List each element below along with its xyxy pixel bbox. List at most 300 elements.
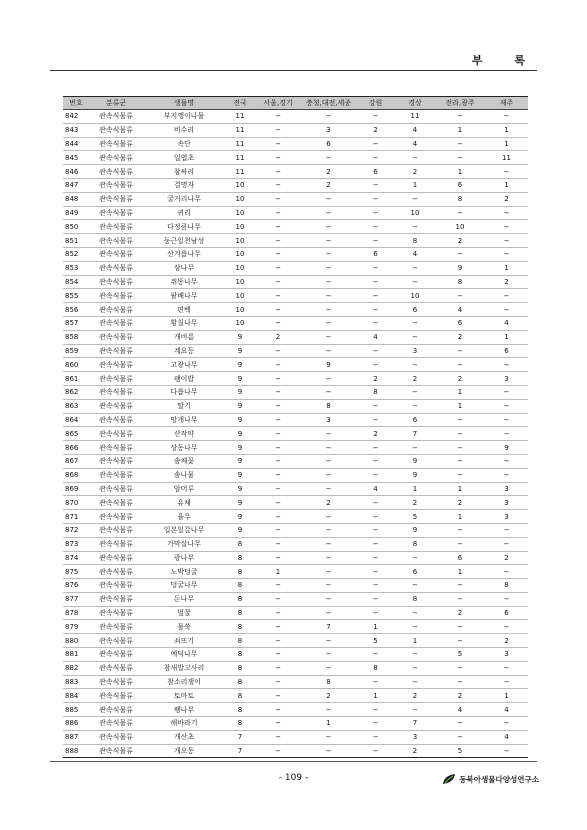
table-cell: − [255, 316, 301, 330]
table-cell: 9 [435, 261, 485, 275]
table-cell: 3 [485, 372, 528, 386]
table-cell: 843 [63, 123, 89, 137]
table-cell: 팽나무 [143, 703, 225, 717]
table-cell: − [255, 413, 301, 427]
table-cell: − [255, 358, 301, 372]
table-cell: 3 [395, 730, 435, 744]
table-cell: 877 [63, 592, 89, 606]
table-cell: 1 [485, 123, 528, 137]
table-cell: 11 [395, 110, 435, 124]
table-cell: 관속식물류 [89, 206, 143, 220]
table-cell: 고광나무 [143, 358, 225, 372]
table-cell: 관속식물류 [89, 689, 143, 703]
table-cell: 관속식물류 [89, 413, 143, 427]
table-cell: − [301, 247, 356, 261]
table-cell: 관속식물류 [89, 648, 143, 662]
table-cell: − [435, 151, 485, 165]
table-cell: − [255, 606, 301, 620]
table-cell: 842 [63, 110, 89, 124]
table-cell: 관속식물류 [89, 399, 143, 413]
table-cell: 관속식물류 [89, 606, 143, 620]
table-cell: − [435, 717, 485, 731]
table-cell: 853 [63, 261, 89, 275]
table-cell: 4 [435, 703, 485, 717]
table-cell: 율무 [143, 510, 225, 524]
table-cell: 멀꿀 [143, 606, 225, 620]
table-cell: 광나무 [143, 551, 225, 565]
table-cell: − [356, 606, 395, 620]
table-cell: 속단 [143, 137, 225, 151]
table-row [63, 344, 528, 358]
table-cell: − [356, 730, 395, 744]
table-cell: 852 [63, 247, 89, 261]
table-cell: 산겨릅나무 [143, 247, 225, 261]
table-cell: 3 [395, 344, 435, 358]
table-cell: 1 [485, 137, 528, 151]
table-cell: 암머루 [143, 482, 225, 496]
table-cell: 상동나무 [143, 441, 225, 455]
table-cell: 885 [63, 703, 89, 717]
table-cell: 1 [435, 385, 485, 399]
table-cell: 관속식물류 [89, 482, 143, 496]
table-cell: 편백 [143, 303, 225, 317]
table-cell: 9 [225, 413, 255, 427]
table-cell: 관속식물류 [89, 192, 143, 206]
table-cell: 858 [63, 330, 89, 344]
table-cell: 물쑥 [143, 620, 225, 634]
table-cell: 2 [356, 123, 395, 137]
table-cell: 10 [395, 289, 435, 303]
table-row [63, 634, 528, 648]
table-cell: 1 [435, 482, 485, 496]
table-cell: 8 [225, 703, 255, 717]
table-cell: − [485, 565, 528, 579]
table-row [63, 192, 528, 206]
table-cell: 관속식물류 [89, 427, 143, 441]
table-cell: 862 [63, 385, 89, 399]
table-cell: 8 [356, 385, 395, 399]
table-cell: 2 [301, 496, 356, 510]
table-cell: 1 [485, 330, 528, 344]
table-cell: 9 [225, 372, 255, 386]
table-cell: 관속식물류 [89, 151, 143, 165]
table-cell: 882 [63, 661, 89, 675]
table-cell: 관속식물류 [89, 165, 143, 179]
table-cell: − [255, 427, 301, 441]
table-cell: − [255, 123, 301, 137]
table-cell: 1 [356, 620, 395, 634]
table-cell: 6 [435, 316, 485, 330]
table-cell: − [435, 620, 485, 634]
table-cell: 일본잎갈나무 [143, 523, 225, 537]
table-cell: − [435, 137, 485, 151]
table-cell: 계요등 [143, 344, 225, 358]
column-header: 번호 [63, 97, 89, 110]
table-cell: 관속식물류 [89, 385, 143, 399]
species-distribution-table [63, 96, 528, 758]
table-cell: − [395, 261, 435, 275]
leaf-icon [442, 773, 456, 785]
table-cell: − [255, 454, 301, 468]
table-cell: − [356, 496, 395, 510]
table-cell: − [301, 441, 356, 455]
table-cell: − [255, 261, 301, 275]
table-cell: 1 [301, 717, 356, 731]
table-cell: 1 [485, 178, 528, 192]
table-cell: 2 [485, 275, 528, 289]
table-cell: − [255, 551, 301, 565]
table-cell: − [485, 620, 528, 634]
table-cell: 878 [63, 606, 89, 620]
table-cell: − [356, 537, 395, 551]
table-cell: 9 [395, 454, 435, 468]
table-cell: 2 [301, 165, 356, 179]
table-cell: 관속식물류 [89, 441, 143, 455]
table-cell: − [485, 234, 528, 248]
table-row [63, 510, 528, 524]
table-cell: − [395, 551, 435, 565]
table-cell: 8 [225, 606, 255, 620]
table-cell: 9 [225, 510, 255, 524]
table-cell: − [301, 565, 356, 579]
table-cell: 2 [395, 744, 435, 758]
table-cell: 3 [485, 648, 528, 662]
table-cell: 5 [356, 634, 395, 648]
table-cell: − [485, 717, 528, 731]
table-cell: 1 [395, 482, 435, 496]
table-cell: − [356, 579, 395, 593]
table-cell: 다릅나무 [143, 385, 225, 399]
table-row [63, 523, 528, 537]
table-cell: 884 [63, 689, 89, 703]
table-cell: − [435, 441, 485, 455]
table-cell: − [301, 482, 356, 496]
table-cell: 관속식물류 [89, 247, 143, 261]
table-cell: 10 [225, 247, 255, 261]
table-cell: − [301, 110, 356, 124]
table-cell: 8 [301, 675, 356, 689]
table-cell: 부지깽이나물 [143, 110, 225, 124]
table-cell: − [255, 730, 301, 744]
table-cell: 10 [225, 178, 255, 192]
table-cell: − [301, 220, 356, 234]
table-cell: − [301, 703, 356, 717]
table-cell: 노박덩굴 [143, 565, 225, 579]
table-cell: 9 [395, 468, 435, 482]
table-cell: 6 [356, 165, 395, 179]
column-header: 충청,대전,세종 [301, 97, 356, 110]
table-cell: − [485, 165, 528, 179]
table-cell: − [356, 275, 395, 289]
table-cell: 1 [485, 261, 528, 275]
table-cell: − [356, 358, 395, 372]
table-cell: − [255, 441, 301, 455]
table-cell: − [435, 675, 485, 689]
table-cell: − [255, 648, 301, 662]
table-cell: − [301, 579, 356, 593]
table-cell: − [301, 661, 356, 675]
table-row [63, 482, 528, 496]
table-cell: 2 [395, 689, 435, 703]
table-cell: 9 [225, 385, 255, 399]
table-cell: − [435, 730, 485, 744]
table-cell: − [356, 220, 395, 234]
column-header: 제주 [485, 97, 528, 110]
table-cell: 관속식물류 [89, 303, 143, 317]
table-cell: − [356, 648, 395, 662]
table-row [63, 454, 528, 468]
table-row [63, 730, 528, 744]
table-cell: 8 [225, 620, 255, 634]
table-cell: 10 [225, 316, 255, 330]
table-cell: 10 [225, 234, 255, 248]
table-cell: 2 [435, 330, 485, 344]
table-cell: 둥근잎천남성 [143, 234, 225, 248]
table-cell: − [255, 275, 301, 289]
table-cell: 관속식물류 [89, 537, 143, 551]
table-row [63, 661, 528, 675]
table-cell: 4 [356, 482, 395, 496]
table-cell: 참싸리 [143, 165, 225, 179]
table-cell: − [356, 261, 395, 275]
table-cell: − [485, 399, 528, 413]
table-row [63, 110, 528, 124]
table-cell: 딸기 [143, 399, 225, 413]
table-cell: − [395, 358, 435, 372]
table-cell: 8 [225, 551, 255, 565]
table-row [63, 303, 528, 317]
table-cell: − [356, 454, 395, 468]
table-cell: − [435, 289, 485, 303]
column-header: 분류군 [89, 97, 143, 110]
table-cell: 삼나무 [143, 261, 225, 275]
table-cell: − [356, 234, 395, 248]
table-row [63, 385, 528, 399]
table-cell: − [395, 192, 435, 206]
table-cell: − [435, 427, 485, 441]
table-cell: − [301, 303, 356, 317]
table-cell: − [356, 151, 395, 165]
table-cell: − [395, 399, 435, 413]
table-cell: 4 [435, 303, 485, 317]
table-cell: 5 [395, 510, 435, 524]
table-cell: − [356, 551, 395, 565]
table-cell: − [485, 413, 528, 427]
table-cell: − [255, 744, 301, 758]
table-cell: − [435, 454, 485, 468]
table-cell: − [356, 675, 395, 689]
table-cell: − [485, 427, 528, 441]
table-cell: − [255, 247, 301, 261]
table-cell: 850 [63, 220, 89, 234]
table-cell: 6 [485, 344, 528, 358]
table-cell: − [301, 372, 356, 386]
column-header: 전국 [225, 97, 255, 110]
table-cell: 844 [63, 137, 89, 151]
table-cell: 산작약 [143, 427, 225, 441]
table-cell: 관속식물류 [89, 454, 143, 468]
table-body [63, 110, 528, 758]
table-cell: 871 [63, 510, 89, 524]
table-row [63, 275, 528, 289]
table-cell: 8 [485, 579, 528, 593]
table-cell: − [356, 178, 395, 192]
table-cell: 2 [485, 192, 528, 206]
table-row [63, 178, 528, 192]
table-cell: − [356, 523, 395, 537]
table-cell: 관속식물류 [89, 110, 143, 124]
table-cell: 846 [63, 165, 89, 179]
table-row [63, 441, 528, 455]
table-cell: − [435, 413, 485, 427]
table-row [63, 703, 528, 717]
table-cell: − [395, 648, 435, 662]
table-cell: − [301, 744, 356, 758]
table-cell: − [301, 606, 356, 620]
table-cell: 2 [435, 234, 485, 248]
table-row [63, 592, 528, 606]
table-cell: 굴거리나무 [143, 192, 225, 206]
table-cell: 귀리 [143, 206, 225, 220]
table-cell: 일엽초 [143, 151, 225, 165]
table-cell: − [485, 592, 528, 606]
table-cell: − [356, 592, 395, 606]
table-cell: − [255, 110, 301, 124]
table-cell: − [356, 344, 395, 358]
table-cell: 880 [63, 634, 89, 648]
table-row [63, 206, 528, 220]
table-cell: 관속식물류 [89, 178, 143, 192]
table-row [63, 468, 528, 482]
table-cell: 1 [485, 689, 528, 703]
table-cell: 8 [301, 399, 356, 413]
table-cell: 9 [225, 399, 255, 413]
table-row [63, 289, 528, 303]
table-cell: − [485, 303, 528, 317]
table-cell: 관속식물류 [89, 123, 143, 137]
table-cell: 3 [301, 413, 356, 427]
table-cell: − [356, 413, 395, 427]
table-cell: − [255, 178, 301, 192]
table-cell: − [255, 482, 301, 496]
table-cell: − [301, 192, 356, 206]
table-cell: − [255, 234, 301, 248]
table-cell: 4 [356, 330, 395, 344]
table-cell: − [301, 648, 356, 662]
table-cell: − [301, 344, 356, 358]
table-cell: − [255, 303, 301, 317]
table-cell: 개오동 [143, 744, 225, 758]
table-cell: 관속식물류 [89, 565, 143, 579]
table-cell: − [255, 537, 301, 551]
table-cell: − [485, 523, 528, 537]
table-cell: 10 [225, 220, 255, 234]
table-cell: 7 [395, 427, 435, 441]
table-cell: 10 [225, 275, 255, 289]
table-cell: − [255, 192, 301, 206]
table-cell: 관속식물류 [89, 661, 143, 675]
table-cell: 9 [225, 454, 255, 468]
table-cell: 883 [63, 675, 89, 689]
table-cell: 5 [435, 648, 485, 662]
table-cell: − [356, 565, 395, 579]
table-cell: 10 [225, 206, 255, 220]
table-row [63, 717, 528, 731]
table-cell: 1 [395, 178, 435, 192]
table-cell: − [395, 661, 435, 675]
table-cell: − [255, 717, 301, 731]
table-cell: 돈나무 [143, 592, 225, 606]
table-cell: − [485, 675, 528, 689]
table-cell: 864 [63, 413, 89, 427]
table-cell: − [435, 537, 485, 551]
table-cell: 856 [63, 303, 89, 317]
table-cell: 9 [225, 468, 255, 482]
table-row [63, 551, 528, 565]
table-cell: 876 [63, 579, 89, 593]
table-row [63, 675, 528, 689]
table-cell: 관속식물류 [89, 468, 143, 482]
table-cell: 관속식물류 [89, 344, 143, 358]
table-cell: 866 [63, 441, 89, 455]
table-cell: 886 [63, 717, 89, 731]
table-cell: 3 [485, 510, 528, 524]
table-cell: 11 [225, 151, 255, 165]
table-cell: 1 [435, 565, 485, 579]
table-cell: 관속식물류 [89, 275, 143, 289]
table-cell: − [255, 372, 301, 386]
table-cell: 괭이밥 [143, 372, 225, 386]
table-cell: 1 [356, 689, 395, 703]
table-row [63, 606, 528, 620]
table-cell: 4 [485, 703, 528, 717]
table-cell: 9 [225, 344, 255, 358]
table-cell: − [255, 220, 301, 234]
table-cell: 2 [356, 372, 395, 386]
table-row [63, 427, 528, 441]
table-cell: − [255, 579, 301, 593]
table-cell: − [485, 110, 528, 124]
table-cell: 7 [395, 717, 435, 731]
table-cell: 8 [225, 579, 255, 593]
table-cell: − [255, 137, 301, 151]
table-cell: 관속식물류 [89, 592, 143, 606]
table-cell: 솜체꽃 [143, 454, 225, 468]
table-cell: 4 [395, 137, 435, 151]
table-cell: 솜나물 [143, 468, 225, 482]
table-cell: 6 [395, 303, 435, 317]
table-cell: 유채 [143, 496, 225, 510]
table-cell: − [301, 330, 356, 344]
table-cell: − [255, 289, 301, 303]
table-cell: − [485, 385, 528, 399]
table-cell: 879 [63, 620, 89, 634]
table-cell: − [435, 579, 485, 593]
table-cell: 863 [63, 399, 89, 413]
table-cell: 개산초 [143, 730, 225, 744]
table-cell: − [301, 234, 356, 248]
table-cell: 관속식물류 [89, 261, 143, 275]
table-row [63, 744, 528, 758]
table-cell: − [255, 523, 301, 537]
table-cell: − [395, 385, 435, 399]
table-cell: 8 [225, 661, 255, 675]
table-cell: − [395, 330, 435, 344]
table-cell: − [301, 592, 356, 606]
table-cell: − [435, 206, 485, 220]
table-cell: − [356, 137, 395, 151]
table-cell: 8 [225, 537, 255, 551]
